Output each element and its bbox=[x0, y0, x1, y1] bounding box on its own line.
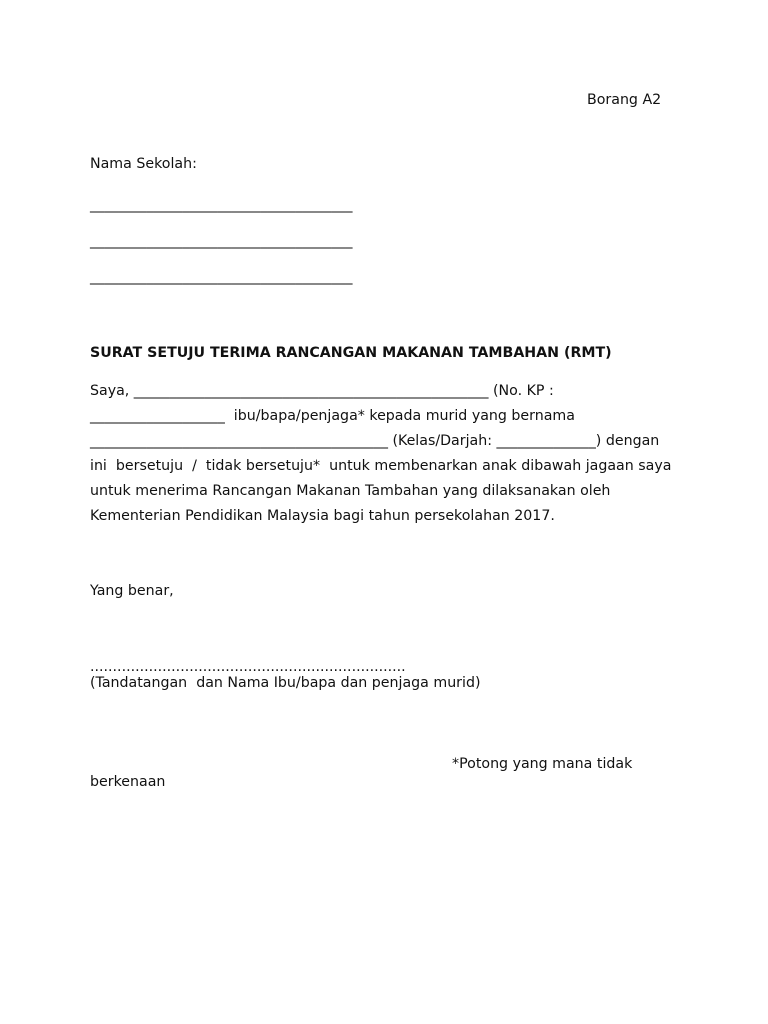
signature-caption: (Tandatangan dan Nama Ibu/bapa dan penjaga murid) bbox=[90, 675, 481, 691]
school-name-line-2: _____________________________________ bbox=[90, 233, 353, 249]
body-line-5: untuk menerima Rancangan Makanan Tambahan yang dilaksanakan oleh bbox=[90, 483, 611, 499]
form-code: Borang A2 bbox=[587, 92, 662, 108]
footnote-line-2: berkenaan bbox=[90, 774, 166, 790]
body-line-2: ___________________ ibu/bapa/penjaga* kepada murid yang bernama bbox=[90, 408, 575, 424]
school-name-label: Nama Sekolah: bbox=[90, 156, 197, 172]
letter-title: SURAT SETUJU TERIMA RANCANGAN MAKANAN TAMBAHAN (RMT) bbox=[90, 345, 612, 361]
body-line-3: __________________________________________ (Kelas/Darjah: ______________) dengan bbox=[90, 433, 660, 449]
school-name-line-3: _____________________________________ bbox=[90, 269, 353, 285]
body-line-4: ini bersetuju / tidak bersetuju* untuk membenarkan anak dibawah jagaan saya bbox=[90, 458, 672, 474]
footnote-line-1: *Potong yang mana tidak bbox=[452, 756, 633, 772]
body-line-6: Kementerian Pendidikan Malaysia bagi tahun persekolahan 2017. bbox=[90, 508, 555, 524]
signature-line: ...................................................................... bbox=[90, 659, 406, 675]
closing-salutation: Yang benar, bbox=[90, 583, 174, 599]
school-name-line-1: _____________________________________ bbox=[90, 197, 353, 213]
body-line-1: Saya, __________________________________________________ (No. KP : bbox=[90, 383, 554, 399]
